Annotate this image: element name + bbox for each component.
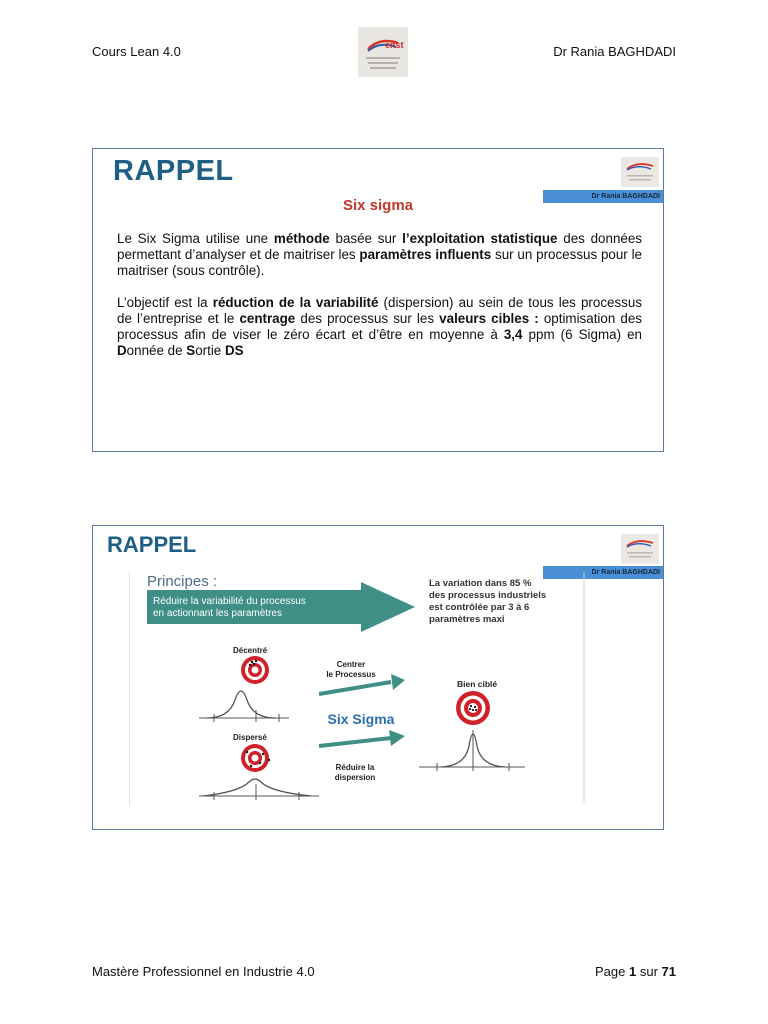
emphasis-text: 3,4 <box>503 327 523 342</box>
emphasis-text: paramètres influents <box>359 247 492 262</box>
variation-line-1: La variation dans 85 % <box>429 578 532 589</box>
page-separator: sur <box>639 964 658 979</box>
page-total: 71 <box>661 964 676 979</box>
decentre-target-icon <box>241 656 269 684</box>
decentre-distribution-curve <box>199 691 289 722</box>
principes-label: Principes : <box>147 573 218 590</box>
emphasis-text: D <box>117 343 127 358</box>
decentre-label: Décentré <box>233 646 268 655</box>
paragraph-text: des processus sur les <box>295 311 440 326</box>
emphasis-text: méthode <box>273 231 330 246</box>
paragraph-text: ppm (6 Sigma) en <box>522 327 642 342</box>
bien-cible-label: Bien ciblé <box>457 679 498 689</box>
slide-six-sigma-text <box>92 148 664 452</box>
header-course-title: Cours Lean 4.0 <box>92 44 181 59</box>
disperse-target-icon <box>241 744 270 772</box>
paragraph-text: optimisation des processus afin de viser le zéro écart et d’être en moyenne à <box>117 311 642 342</box>
paragraph-text: ortie <box>195 343 225 358</box>
section-heading: Six sigma <box>342 197 414 214</box>
emphasis-text: l’exploitation statistique <box>402 231 558 246</box>
bien-cible-target-icon <box>456 691 490 725</box>
reduire-line-1: Réduire la <box>335 763 375 772</box>
page-word: Page <box>594 964 626 979</box>
disperse-distribution-curve <box>199 779 319 800</box>
paragraph-text: (dispersion) au sein de tous les processus de l’entreprise et le <box>117 295 642 326</box>
arrow-text-line-2: en actionnant les paramètres <box>153 608 282 619</box>
author-label: Dr Rania BAGHDADI <box>543 566 663 579</box>
footer-pagination <box>595 964 676 979</box>
bien-cible-distribution-curve <box>419 730 525 771</box>
disperse-label: Dispersé <box>233 733 267 742</box>
slide-title: RAPPEL <box>113 155 234 187</box>
paragraph-text: sur un processus pour le maitriser (sous contrôle). <box>117 247 642 278</box>
emphasis-text: centrage <box>239 311 296 326</box>
reduire-line-2: dispersion <box>334 773 376 782</box>
slide-six-sigma-diagram <box>92 525 664 830</box>
six-sigma-diagram <box>129 570 589 810</box>
logo-text: enst <box>385 40 404 50</box>
slide-logo <box>621 534 659 564</box>
footer-program: Mastère Professionnel en Industrie 4.0 <box>92 964 315 979</box>
school-logo <box>358 27 408 77</box>
emphasis-text: valeurs cibles : <box>439 311 539 326</box>
variation-line-4: paramètres maxi <box>429 614 505 625</box>
paragraph-objective <box>117 295 642 359</box>
author-label: Dr Rania BAGHDADI <box>543 190 663 203</box>
arrow-text-line-1: Réduire la variabilité du processus <box>153 596 306 607</box>
emphasis-text: réduction de la variabilité <box>212 295 379 310</box>
paragraph-text: basée sur <box>329 231 403 246</box>
emphasis-text: DS <box>224 343 244 358</box>
variation-line-3: est contrôlée par 3 à 6 <box>429 602 530 613</box>
page-number: 1 <box>628 964 637 979</box>
six-sigma-label: Six Sigma <box>327 711 395 727</box>
paragraph-text: onnée de <box>126 343 187 358</box>
slide-logo <box>621 157 659 187</box>
header-author: Dr Rania BAGHDADI <box>553 44 676 59</box>
centrer-line-1: Centrer <box>336 660 366 669</box>
variation-line-2: des processus industriels <box>429 590 547 601</box>
reduire-arrow-icon <box>319 730 405 746</box>
paragraph-text: Le Six Sigma utilise une <box>117 231 274 246</box>
emphasis-text: S <box>186 343 196 358</box>
paragraph-method <box>117 231 642 279</box>
slide-title: RAPPEL <box>107 532 197 557</box>
paragraph-text: des données permettant d’analyser et de maitriser les <box>117 231 642 262</box>
paragraph-text: L’objectif est la <box>117 295 213 310</box>
centrer-line-2: le Processus <box>326 670 376 679</box>
